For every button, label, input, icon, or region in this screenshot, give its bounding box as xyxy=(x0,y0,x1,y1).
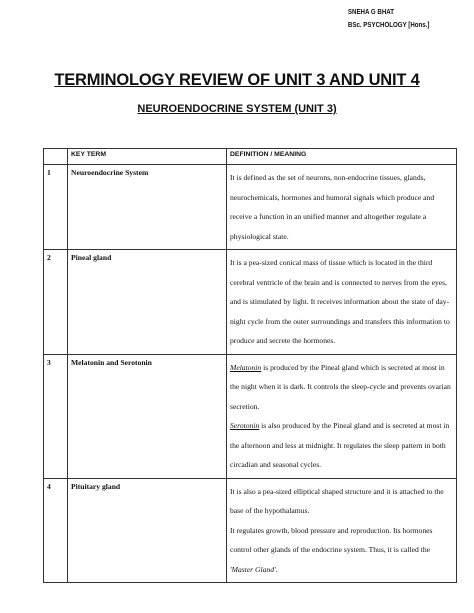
table-header-row xyxy=(44,149,457,165)
serotonin-word: Serotonin xyxy=(230,421,260,430)
row-definition xyxy=(227,354,457,478)
row-number: 3 xyxy=(44,354,68,478)
header-number xyxy=(44,149,68,165)
document-subtitle: NEUROENDOCRINE SYSTEM (UNIT 3) xyxy=(137,103,337,115)
author-name: SNEHA G BHAT xyxy=(347,7,394,16)
melatonin-definition xyxy=(230,358,453,417)
row-number: 2 xyxy=(44,250,68,355)
header-key-term: KEY TERM xyxy=(68,149,227,165)
row-definition: It is defined as the set of neurons, non-endocrine tissues, glands, neurochemicals, hormones and humoral signals which produce and receive a function in an unified manner and altogether regulate a physiological state. xyxy=(227,165,457,250)
header-definition: DEFINITION / MEANING xyxy=(227,149,457,165)
table-row xyxy=(44,165,457,250)
master-gland-emphasis: 'Master Gland' xyxy=(230,564,276,574)
author-block xyxy=(347,5,429,31)
table-row xyxy=(44,250,457,355)
row-term: Neuroendocrine System xyxy=(68,165,227,250)
melatonin-text: is produced by the Pineal gland which is secreted at most in the night when it is dark. It controls the sleep-cycle and prevents ovarian secretion. xyxy=(230,362,451,411)
table-row xyxy=(44,354,457,478)
document-title: TERMINOLOGY REVIEW OF UNIT 3 AND UNIT 4 xyxy=(54,71,420,89)
serotonin-text: is also produced by the Pineal gland and is secreted at most in the afternoon and less at midnight. It regulates the sleep pattern in both circadian and seasonal cycles. xyxy=(230,421,450,469)
row-number: 4 xyxy=(44,478,68,583)
row-term: Melatonin and Serotonin xyxy=(68,354,227,478)
melatonin-word: Melatonin xyxy=(230,362,262,372)
pituitary-definition-line1: It is also a pea-sized elliptical shaped structure and it is attached to the base of the hypothalamus. xyxy=(230,486,444,515)
row-definition: It is a pea-sized conical mass of tissue which is located in the third cerebral ventricle of the brain and is connected to nerves from the eyes, and is stimulated by light. It receives information about the state of day-night cycle from the outer surroundings and transfers this information to produce and secrete the hormones. xyxy=(227,250,457,355)
pituitary-definition-text: It regulates growth, blood pressure and reproduction. Its hormones control other glands of the endocrine system. Thus, it is called the xyxy=(230,525,433,554)
serotonin-definition xyxy=(230,416,453,475)
pituitary-definition-end: . xyxy=(275,564,278,574)
row-number: 1 xyxy=(44,165,68,250)
row-term: Pituitary gland xyxy=(68,478,227,583)
pituitary-definition-line2 xyxy=(230,521,453,580)
terminology-table xyxy=(43,148,457,583)
row-definition xyxy=(227,478,457,583)
row-term: Pineal gland xyxy=(68,250,227,355)
table-row xyxy=(44,478,457,583)
author-course: BSc. PSYCHOLOGY [Hons.] xyxy=(347,20,429,29)
